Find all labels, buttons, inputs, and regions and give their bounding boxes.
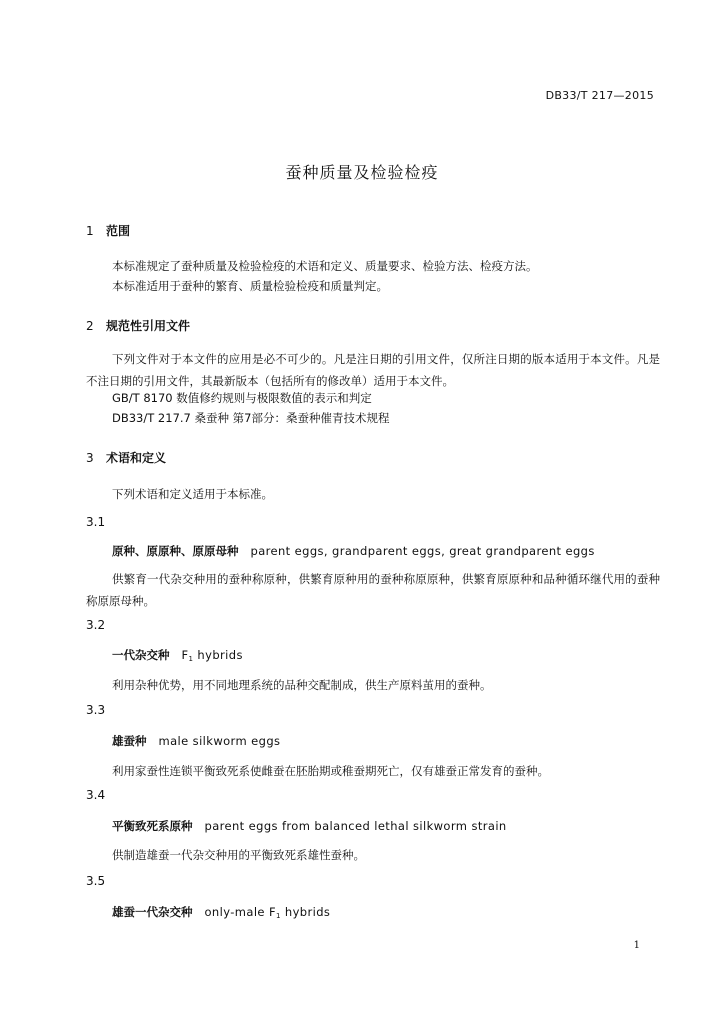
section-title: 范围 <box>106 224 131 238</box>
term-english: parent eggs from balanced lethal silkworm strain <box>204 819 507 833</box>
term-english: male silkworm eggs <box>158 734 281 748</box>
term-english-suffix: hybrids <box>193 648 243 662</box>
subsection-number: 3.4 <box>86 788 106 802</box>
paragraph: 本标准适用于蚕种的繁育、质量检验检疫和质量判定。 <box>112 279 388 293</box>
subsection-number: 3.2 <box>86 618 106 632</box>
term-entry <box>112 647 243 663</box>
document-title: 蚕种质量及检验检疫 <box>285 163 439 182</box>
paragraph: 下列文件对于本文件的应用是必不可少的。凡是注日期的引用文件，仅所注日期的版本适用于本文件。凡是不注日期的引用文件，其最新版本（包括所有的修改单）适用于本文件。 <box>86 352 660 388</box>
term-chinese: 原种、原原种、原原母种 <box>112 544 239 558</box>
section-1-heading <box>86 222 130 239</box>
subsection-number: 3.3 <box>86 703 106 717</box>
term-definition: 供繁育一代杂交种用的蚕种称原种，供繁育原种用的蚕种称原原种，供繁育原原种和品种循环继代用的蚕种称原原母种。 <box>86 572 660 608</box>
reference-item: GB/T 8170 数值修约规则与极限数值的表示和判定 <box>112 391 372 405</box>
term-entry <box>112 733 280 749</box>
paragraph: 本标准规定了蚕种质量及检验检疫的术语和定义、质量要求、检验方法、检疫方法。 <box>112 259 538 273</box>
term-english-prefix: F <box>181 648 189 662</box>
paragraph: 下列术语和定义适用于本标准。 <box>112 487 273 501</box>
term-english: parent eggs, grandparent eggs, great grandparent eggs <box>250 544 595 558</box>
term-chinese: 平衡致死系原种 <box>112 819 193 833</box>
term-english-prefix: only-male F <box>204 905 276 919</box>
subscript: 1 <box>188 655 194 663</box>
section-title: 规范性引用文件 <box>106 319 191 333</box>
term-entry <box>112 818 507 834</box>
standard-number: DB33/T 217—2015 <box>545 89 654 102</box>
term-chinese: 雄蚕一代杂交种 <box>112 905 193 919</box>
section-number: 1 <box>86 224 94 238</box>
term-definition: 利用家蚕性连锁平衡致死系使雌蚕在胚胎期或稚蚕期死亡，仅有雄蚕正常发育的蚕种。 <box>112 764 549 778</box>
page-number: 1 <box>633 940 640 951</box>
term-entry <box>112 904 330 920</box>
section-number: 3 <box>86 451 94 465</box>
subsection-number: 3.1 <box>86 515 106 529</box>
term-chinese: 雄蚕种 <box>112 734 147 748</box>
term-definition: 利用杂种优势，用不同地理系统的品种交配制成，供生产原料茧用的蚕种。 <box>112 678 492 692</box>
term-english <box>205 905 331 919</box>
term-definition: 供制造雄蚕一代杂交种用的平衡致死系雄性蚕种。 <box>112 848 365 862</box>
term-english-suffix: hybrids <box>280 905 331 919</box>
term-english <box>182 648 243 662</box>
reference-item: DB33/T 217.7 桑蚕种 第7部分：桑蚕种催青技术规程 <box>112 411 390 425</box>
section-number: 2 <box>86 319 94 333</box>
term-entry <box>112 543 595 559</box>
section-2-heading <box>86 317 190 334</box>
section-title: 术语和定义 <box>106 451 167 465</box>
subsection-number: 3.5 <box>86 874 106 888</box>
subscript: 1 <box>275 912 281 920</box>
term-chinese: 一代杂交种 <box>112 648 170 662</box>
section-3-heading <box>86 449 166 466</box>
